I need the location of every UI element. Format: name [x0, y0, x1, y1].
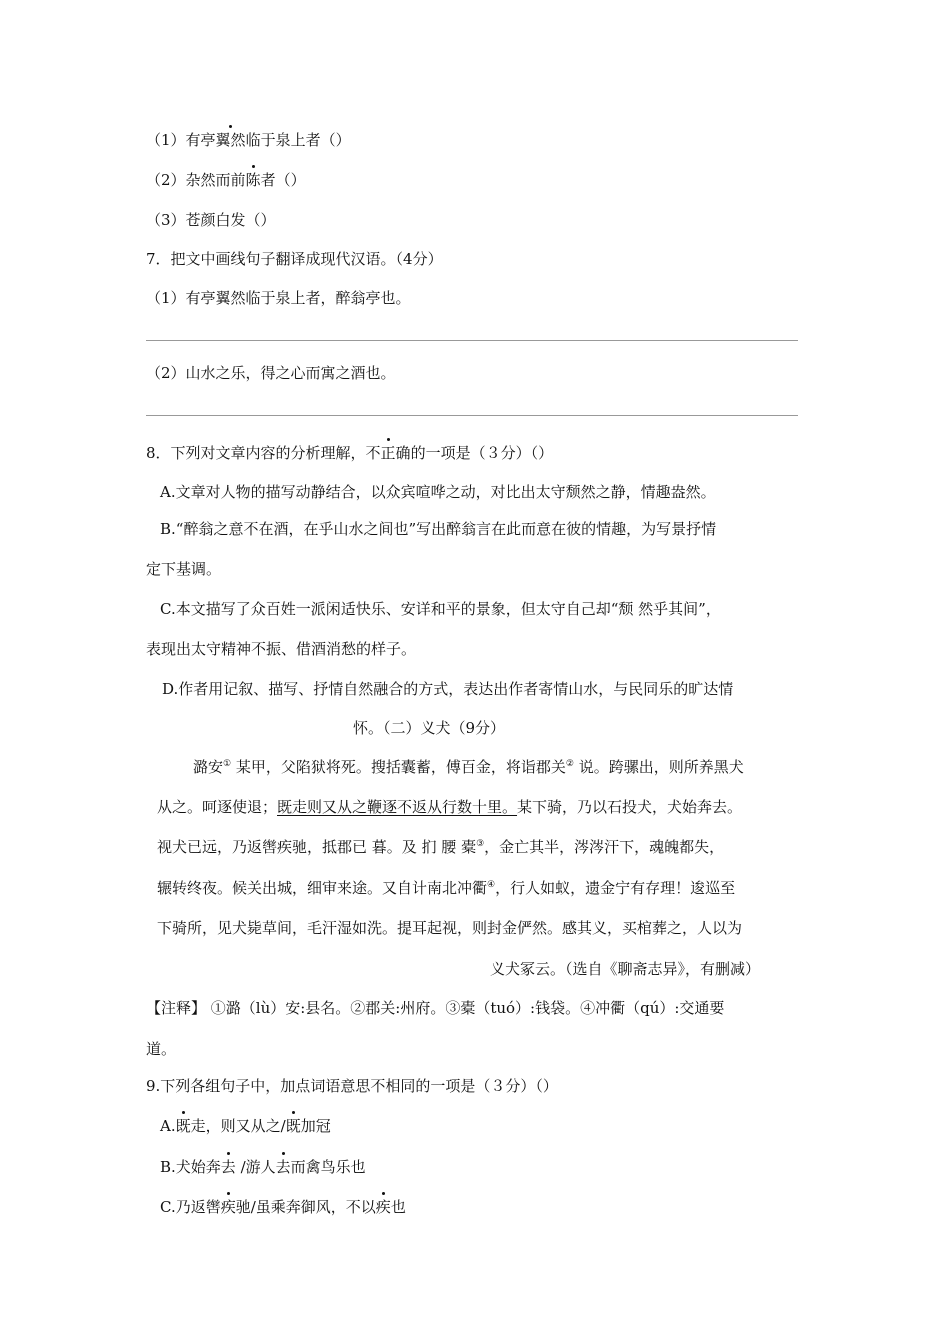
- passage-text: ，行人如蚁，遗金宁有存理！逡巡至: [495, 879, 736, 897]
- q6-item-3-suffix: 白发（）: [215, 211, 276, 229]
- option-text: 驰/虽乘奔御风，不以: [235, 1198, 376, 1216]
- q8-title-dotted-word: 不正确: [365, 444, 411, 462]
- q6-item-1-prefix: （1）有亭: [146, 131, 216, 149]
- q7-answer-line-2[interactable]: [146, 415, 798, 416]
- q9-option-a: [160, 1116, 331, 1136]
- q6-item-1-dotted-word: 翼然: [215, 131, 246, 149]
- q6-item-2: [146, 170, 306, 190]
- passage-line-6: 义犬冢云。（选自《聊斋志异》，有删减）: [490, 960, 761, 978]
- option-text: 加冠: [300, 1117, 331, 1135]
- q9-option-b: [160, 1157, 366, 1177]
- passage-line-4: [157, 878, 735, 898]
- passage-text: 说。跨骡出，则所养黑犬: [573, 758, 744, 776]
- passage-text: 从之。呵逐使退；: [157, 798, 278, 816]
- option-text: /游人: [235, 1158, 276, 1176]
- q7-sentence-2: （2）山水之乐，得之心而寓之酒也。: [146, 364, 396, 382]
- passage-line-1: [193, 757, 744, 777]
- q6-item-1-suffix: 临于泉上者（）: [245, 131, 351, 149]
- passage-line-3: [157, 837, 724, 857]
- q7-title: 7．把文中画线句子翻译成现代汉语。（4分）: [146, 250, 443, 268]
- footnote-marker-1: ①: [223, 759, 232, 769]
- q8-title-prefix: 8．下列对文章内容的分析理解，: [146, 444, 366, 462]
- passage-line-5: 下骑所，见犬毙草间，毛汗湿如洗。提耳起视，则封金俨然。感其义，买棺葬之，人以为: [157, 919, 743, 937]
- dotted-word: 既: [285, 1117, 301, 1135]
- q8-option-c-line-1: C.本文描写了众百姓一派闲适快乐、安详和平的景象，但太守自己却“颓 然乎其间”，: [160, 600, 721, 618]
- option-text: 而禽鸟乐也: [290, 1158, 366, 1176]
- option-text: B.犬始奔: [160, 1158, 221, 1176]
- q6-item-3: [146, 210, 276, 230]
- q6-item-1: [146, 130, 351, 150]
- option-text: 也: [390, 1198, 406, 1216]
- q6-item-3-dotted-word: （3）苍颜: [146, 211, 216, 229]
- dotted-word: 疾: [375, 1198, 391, 1216]
- q9-option-c: [160, 1197, 406, 1217]
- q8-title-suffix: 的一项是（３分）（）: [410, 444, 554, 462]
- q7-answer-line-1[interactable]: [146, 340, 798, 341]
- q8-option-c-line-2: 表现出太守精神不振、借酒消愁的样子。: [146, 640, 417, 658]
- dotted-word: 去: [275, 1158, 291, 1176]
- option-text: A.: [160, 1117, 176, 1135]
- option-text: C.乃返辔: [160, 1198, 221, 1216]
- q8-option-b-line-1: B.“醉翁之意不在酒，在乎山水之间也”写出醉翁言在此而意在彼的情趣，为写景抒情: [160, 520, 717, 538]
- dotted-word: 去: [220, 1158, 236, 1176]
- q6-item-2-suffix: 者（）: [260, 171, 306, 189]
- dotted-word: 疾: [220, 1198, 236, 1216]
- passage-text: 某甲，父陷狱将死。搜括囊蓄，傅百金，将诣郡关: [231, 758, 566, 776]
- q7-sentence-1: （1）有亭翼然临于泉上者，醉翁亭也。: [146, 289, 411, 307]
- q8-option-b-line-2: 定下基调。: [146, 560, 222, 578]
- option-text: 走，则又从之/: [190, 1117, 286, 1135]
- notes-line-1: 【注释】 ①潞（lù）安:县名。②郡关:州府。③橐（tuó）:钱袋。④冲衢（qú）:交通要: [146, 999, 725, 1017]
- q8-option-a: A.文章对人物的描写动静结合，以众宾喧哗之动，对比出太守颓然之静，情趣盎然。: [160, 483, 716, 501]
- passage-line-2: [157, 797, 742, 817]
- dotted-word: 既: [175, 1117, 191, 1135]
- footnote-marker-3: ③: [476, 839, 485, 849]
- passage-text: 某下骑，乃以石投犬，犬始奔去。: [517, 798, 743, 816]
- q8-option-d-line-2: 怀。（二）义犬（9分）: [353, 719, 506, 737]
- passage-text: 视犬已远，乃返辔疾驰，抵郡已 暮。及 扪 腰 橐: [157, 838, 477, 856]
- notes-line-2: 道。: [146, 1040, 177, 1058]
- q9-title: 9.下列各组句子中，加点词语意思不相同的一项是（３分）（）: [146, 1077, 558, 1095]
- q6-item-2-prefix: （2）杂然而前: [146, 171, 246, 189]
- q8-option-d-line-1: D.作者用记叙、描写、抒情自然融合的方式，表达出作者寄情山水，与民同乐的旷达情: [162, 680, 734, 698]
- footnote-marker-4: ④: [487, 880, 496, 890]
- passage-text: ，金亡其半，涔涔汗下，魂魄都失，: [484, 838, 725, 856]
- underlined-sentence: 既走则又从之鞭逐不返从行数十里。: [277, 798, 518, 816]
- q8-title: [146, 443, 553, 463]
- footnote-marker-2: ②: [565, 759, 574, 769]
- passage-text: 潞安: [193, 758, 224, 776]
- passage-text: 辗转终夜。候关出城，细审来途。又自计南北冲衢: [157, 879, 488, 897]
- q6-item-2-dotted-word: 陈: [245, 171, 261, 189]
